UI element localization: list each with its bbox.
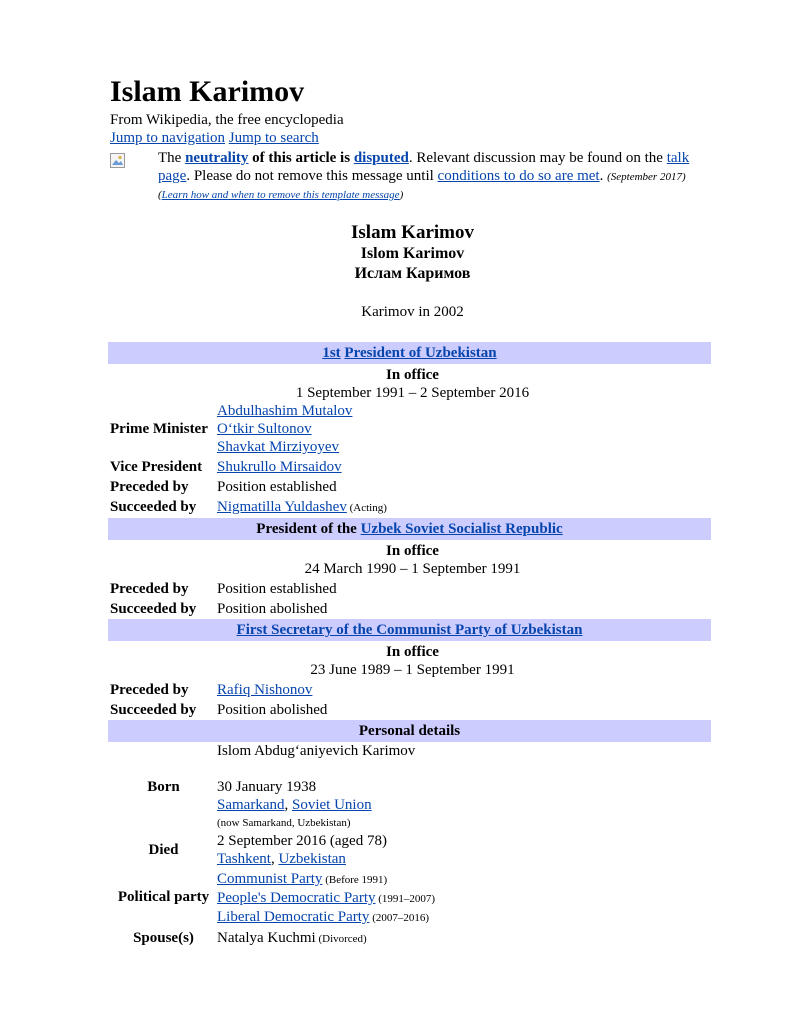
succeeded-by-value: Position abolished — [217, 601, 328, 617]
party-label: Political party — [117, 889, 210, 905]
vice-president-row — [110, 458, 715, 476]
in-office-label: In office — [386, 367, 439, 383]
pm-link[interactable]: Oʻtkir Sultonov — [217, 421, 312, 437]
pm-link[interactable]: Shavkat Mirziyoyev — [217, 439, 340, 455]
uzbek-ssr-link[interactable]: Uzbek Soviet Socialist Republic — [360, 521, 563, 537]
died-date: 2 September 2016 (aged 78) — [217, 833, 387, 849]
born-place — [217, 796, 715, 814]
prime-minister-label: Prime Minister — [110, 421, 208, 437]
infobox — [110, 222, 715, 948]
party-row — [110, 870, 715, 927]
notice-learn — [158, 186, 715, 204]
talk-page-link[interactable]: talk page — [158, 150, 690, 184]
party-item — [217, 889, 715, 908]
party-years: (2007–2016) — [369, 912, 430, 924]
site-subtitle: From Wikipedia, the free encyclopedia — [110, 112, 344, 128]
prime-minister-list — [217, 402, 715, 456]
image-caption: Karimov in 2002 — [361, 304, 464, 320]
jump-to-navigation-link[interactable]: Jump to navigation — [110, 130, 225, 146]
preceded-by-label: Preceded by — [110, 682, 189, 698]
samarkand-link[interactable]: Samarkand — [217, 797, 285, 813]
party-item — [217, 870, 715, 889]
succeeded-by-label: Succeeded by — [110, 702, 197, 718]
tashkent-link[interactable]: Tashkent — [217, 851, 271, 867]
separator: , — [270, 851, 279, 867]
died-place — [217, 850, 715, 868]
spouse-value — [217, 929, 715, 948]
disputed-link[interactable]: disputed — [353, 150, 409, 166]
succeeded-by-label: Succeeded by — [110, 601, 197, 617]
pm-link[interactable]: Abdulhashim Mutalov — [217, 403, 353, 419]
preceded-by-link[interactable]: Rafiq Nishonov — [217, 682, 313, 698]
party-item — [217, 908, 715, 927]
soviet-union-link[interactable]: Soviet Union — [291, 797, 372, 813]
succeeded-by-row — [110, 498, 715, 517]
section-header-text: President of the — [256, 521, 361, 537]
page-title: Islam Karimov — [110, 75, 305, 108]
preceded-by-label: Preceded by — [110, 581, 189, 597]
uzbekistan-link[interactable]: Uzbekistan — [278, 851, 346, 867]
notice-text: . Relevant discussion may be found on the — [408, 150, 667, 166]
neutrality-link[interactable]: neutrality — [185, 150, 249, 166]
spouse-row — [110, 929, 715, 948]
notice-text: The — [158, 150, 186, 166]
vice-president-label: Vice President — [110, 459, 203, 475]
term-dates: 24 March 1990 – 1 September 1991 — [304, 561, 521, 577]
party-link[interactable]: Liberal Democratic Party — [217, 909, 370, 925]
acting-note: (Acting) — [346, 502, 387, 514]
separator: , — [284, 797, 292, 813]
broken-image-icon — [110, 153, 125, 168]
succeeded-by-link[interactable]: Nigmatilla Yuldashev — [217, 499, 347, 515]
notice-text: . — [599, 168, 608, 184]
preceded-by-value: Position established — [217, 581, 337, 597]
preceded-by-row — [110, 580, 715, 598]
full-name-label-spacer — [110, 742, 217, 760]
in-office-label: In office — [386, 543, 439, 559]
succeeded-by-value: Position abolished — [217, 702, 328, 718]
preceded-by-row — [110, 681, 715, 699]
spouse-label: Spouse(s) — [133, 930, 194, 946]
succeeded-by-label: Succeeded by — [110, 499, 197, 515]
section-header-first-secretary — [108, 619, 711, 641]
party-years: (1991–2007) — [375, 893, 436, 905]
paren: ) — [399, 189, 404, 201]
full-name-row — [110, 742, 715, 760]
notice-text: . Please do not remove this message until — [186, 168, 438, 184]
neutrality-notice — [110, 149, 715, 204]
succeeded-by-row — [110, 600, 715, 618]
preceded-by-value: Position established — [217, 479, 337, 495]
died-label: Died — [148, 842, 179, 858]
paren: ( — [158, 189, 162, 201]
spouse-name: Natalya Kuchmi — [217, 930, 316, 946]
died-value — [217, 832, 715, 868]
term-dates: 1 September 1991 – 2 September 2016 — [295, 385, 530, 401]
full-name: Islom Abdugʻaniyevich Karimov — [217, 743, 416, 759]
article — [110, 72, 715, 948]
learn-remove-link[interactable]: Learn how and when to remove this template message — [161, 189, 400, 201]
prime-minister-row — [110, 402, 715, 456]
infobox-title: Islam Karimov — [351, 222, 474, 243]
party-link[interactable]: Communist Party — [217, 871, 323, 887]
notice-date: (September 2017) — [607, 171, 686, 183]
first-secretary-link[interactable]: First Secretary of the Communist Party of Uzbekistan — [236, 622, 583, 638]
died-row — [110, 832, 715, 868]
jump-links — [110, 129, 715, 147]
born-date: 30 January 1938 — [217, 779, 317, 795]
notice-text-bold: of this article is — [248, 150, 354, 166]
succeeded-by-row — [110, 701, 715, 719]
vice-president-link[interactable]: Shukrullo Mirsaidov — [217, 459, 342, 475]
party-list — [217, 870, 715, 927]
infobox-name-uz: Islom Karimov — [360, 245, 465, 262]
jump-to-search-link[interactable]: Jump to search — [228, 130, 319, 146]
president-of-uzbekistan-link[interactable]: President of Uzbekistan — [344, 345, 497, 361]
born-value — [217, 778, 715, 832]
conditions-link[interactable]: conditions to do so are met — [437, 168, 600, 184]
in-office-label: In office — [386, 644, 439, 660]
born-label: Born — [147, 779, 180, 795]
section-header-personal: Personal details — [108, 720, 711, 742]
infobox-name-ru: Ислам Каримов — [354, 265, 471, 282]
party-years: (Before 1991) — [322, 874, 388, 886]
section-header-president — [108, 342, 711, 364]
term-dates: 23 June 1989 – 1 September 1991 — [310, 662, 515, 678]
preceded-by-row — [110, 478, 715, 496]
party-link[interactable]: People's Democratic Party — [217, 890, 376, 906]
born-row — [110, 778, 715, 832]
born-now-note: (now Samarkand, Uzbekistan) — [217, 817, 351, 829]
section-header-ussr-president — [108, 518, 711, 540]
preceded-by-label: Preceded by — [110, 479, 189, 495]
ordinal-link[interactable]: 1st — [322, 345, 341, 361]
spouse-note: (Divorced) — [315, 933, 367, 945]
